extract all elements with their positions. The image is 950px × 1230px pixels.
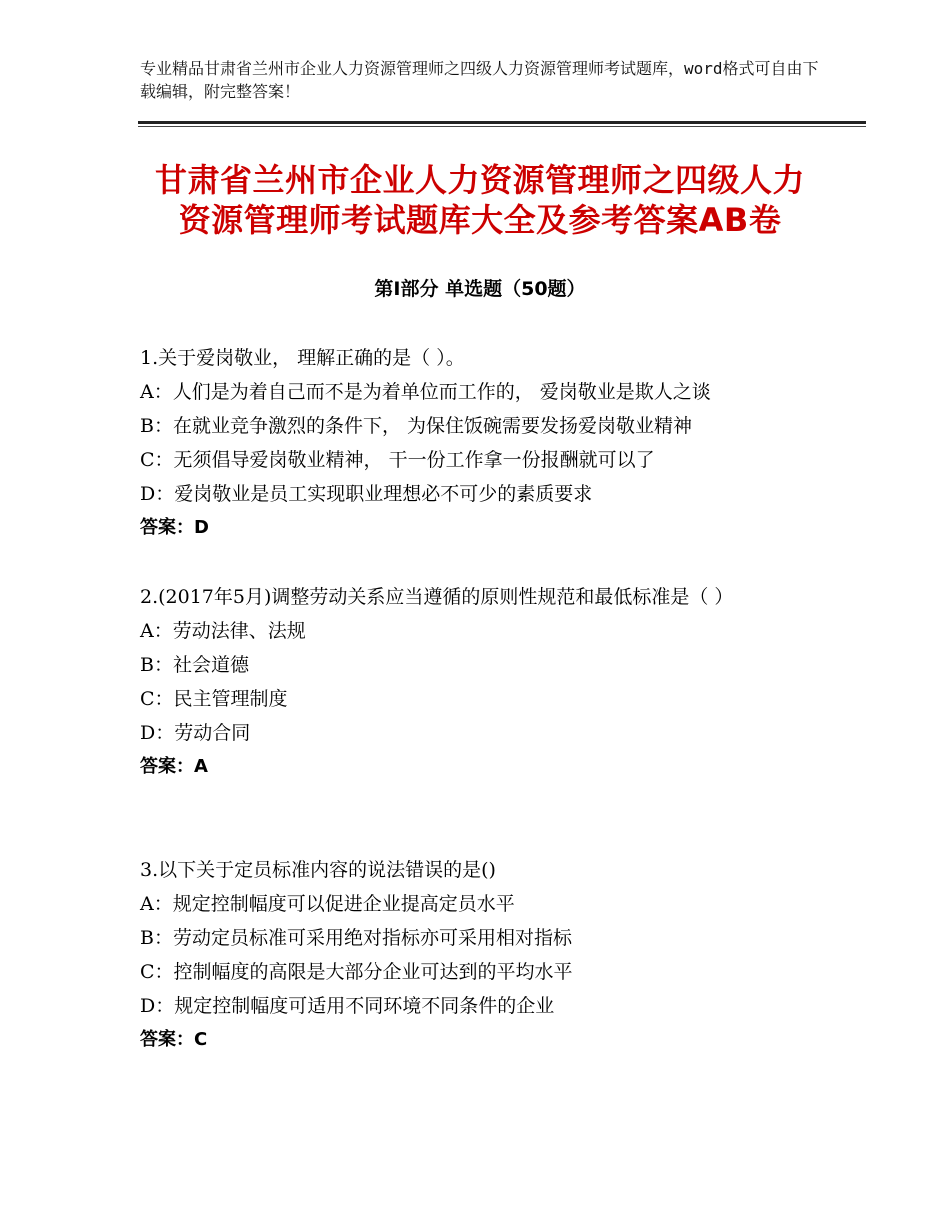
option-b: B：劳动定员标准可采用绝对指标亦可采用相对指标 <box>140 927 572 949</box>
header-rule-thin <box>138 126 866 127</box>
option-c: C：无须倡导爱岗敬业精神， 干一份工作拿一份报酬就可以了 <box>140 449 655 471</box>
question-stem: 3.以下关于定员标准内容的说法错误的是() <box>140 859 496 881</box>
question-2 <box>140 580 800 784</box>
option-c: C：控制幅度的高限是大部分企业可达到的平均水平 <box>140 961 573 983</box>
option-c: C：民主管理制度 <box>140 688 288 710</box>
answer: 答案：C <box>140 1029 208 1050</box>
answer: 答案：A <box>140 756 208 777</box>
question-3 <box>140 853 800 1057</box>
document-title: 甘肃省兰州市企业人力资源管理师之四级人力资源管理师考试题库大全及参考答案AB卷 <box>154 161 805 239</box>
option-a: A：规定控制幅度可以促进企业提高定员水平 <box>140 893 515 915</box>
option-b: B：在就业竞争激烈的条件下， 为保住饭碗需要发扬爱岗敬业精神 <box>140 415 693 437</box>
option-b: B：社会道德 <box>140 654 249 676</box>
option-a: A：人们是为着自己而不是为着单位而工作的， 爱岗敬业是欺人之谈 <box>140 381 711 403</box>
section-title: 第Ⅰ部分 单选题（50题） <box>374 278 586 300</box>
option-d: D：规定控制幅度可适用不同环境不同条件的企业 <box>140 995 555 1017</box>
question-1 <box>140 341 800 545</box>
option-a: A：劳动法律、法规 <box>140 620 306 642</box>
header-rule-thick <box>138 121 866 124</box>
header-note: 专业精品甘肃省兰州市企业人力资源管理师之四级人力资源管理师考试题库，word格式可自由下载编辑，附完整答案！ <box>140 59 819 101</box>
question-stem: 1.关于爱岗敬业， 理解正确的是（ ）。 <box>140 347 465 369</box>
option-d: D：爱岗敬业是员工实现职业理想必不可少的素质要求 <box>140 483 593 505</box>
option-d: D：劳动合同 <box>140 722 251 744</box>
answer: 答案：D <box>140 517 209 538</box>
question-stem: 2.(2017年5月)调整劳动关系应当遵循的原则性规范和最低标准是（ ） <box>140 586 734 608</box>
